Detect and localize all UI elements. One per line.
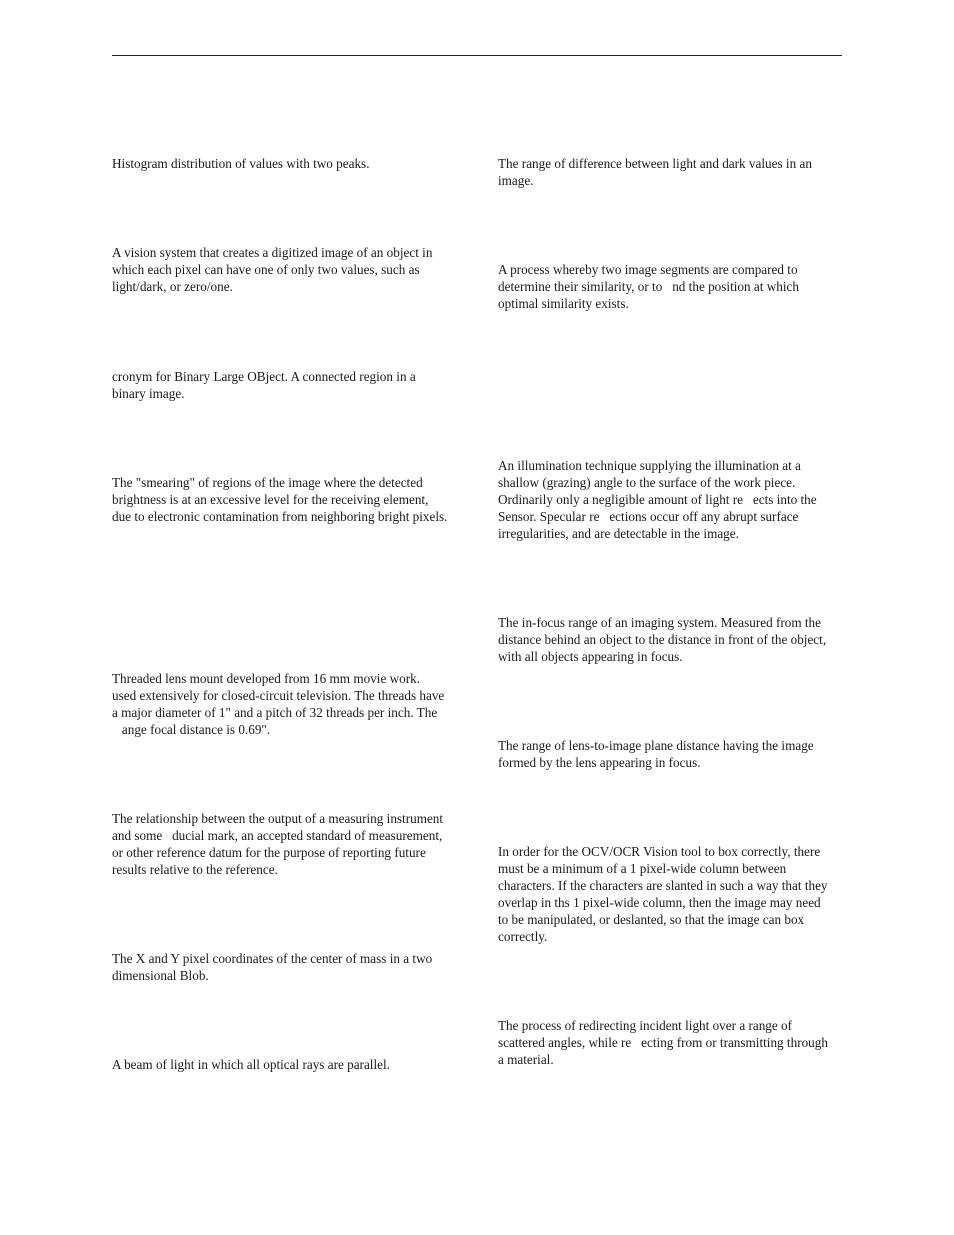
definition-deslanting: In order for the OCV/OCR Vision tool to box correctly, there must be a minimum of a 1 pixel-wide column between characters. If the characters are slanted in such a way that they overlap in ths 1 pixel-wide column, then the image may need to be manipulated, or deslanted, so that the image can box correctly.: [498, 844, 828, 944]
definition-calibration: The relationship between the output of a measuring instrument and some ducial mark, an accepted standard of measurement, or other reference datum for the purpose of reporting future results relative to the reference.: [112, 811, 444, 877]
definition-bimodal: Histogram distribution of values with two peaks.: [112, 156, 370, 171]
definition-c-mount: Threaded lens mount developed from 16 mm movie work. used extensively for closed-circuit television. The threads have a major diameter of 1" and a pitch of 32 threads per inch. The ange focal distance is 0.69".: [112, 671, 445, 737]
definition-blob: cronym for Binary Large OBject. A connected region in a binary image.: [112, 369, 416, 401]
definition-dark-field: An illumination technique supplying the illumination at a shallow (grazing) angle to the surface of the work piece. Ordinarily only a negligible amount of light re ects into the Sensor. Specular re ections occur off any abrupt surface irregularities, and are detectable in the image.: [498, 458, 817, 541]
definition-depth-of-field: The in-focus range of an imaging system. Measured from the distance behind an object to the distance in front of the object, with all objects appearing in focus.: [498, 615, 827, 664]
definition-blooming: The "smearing" of regions of the image where the detected brightness is at an excessive level for the receiving element, due to electronic contamination from neighboring bright pixels.: [112, 475, 448, 524]
definition-contrast: The range of difference between light and dark values in an image.: [498, 156, 812, 188]
definition-correlation: A process whereby two image segments are compared to determine their similarity, or to nd the position at which optimal similarity exists.: [498, 262, 799, 311]
header-rule: [112, 55, 842, 56]
definition-centroid: The X and Y pixel coordinates of the center of mass in a two dimensional Blob.: [112, 951, 433, 983]
definition-depth-of-focus: The range of lens-to-image plane distance having the image formed by the lens appearing in focus.: [498, 738, 814, 770]
definition-collimated: A beam of light in which all optical rays are parallel.: [112, 1057, 390, 1072]
definition-diffusion: The process of redirecting incident light over a range of scattered angles, while re ecting from or transmitting through a material.: [498, 1018, 828, 1067]
definition-binary-vision: A vision system that creates a digitized image of an object in which each pixel can have one of only two values, such as light/dark, or zero/one.: [112, 245, 433, 294]
